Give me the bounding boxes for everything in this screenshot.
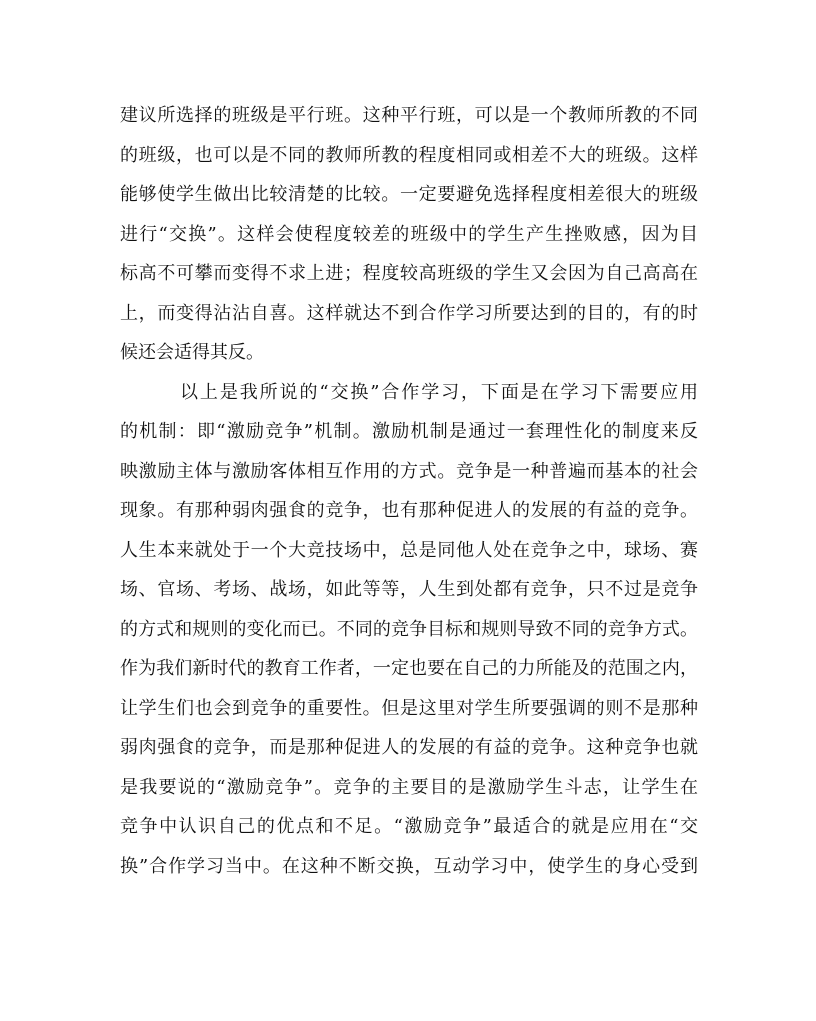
text-line: 进行“交换”。这样会使程度较差的班级中的学生产生挫败感，因为目 <box>120 223 698 245</box>
document-body <box>120 96 698 886</box>
text-line: 建议所选择的班级是平行班。这种平行班，可以是一个教师所教的不同 <box>120 105 698 126</box>
text-line: 让学生们也会到竞争的重要性。但是这里对学生所要强调的则不是那种 <box>120 697 698 719</box>
text-line: 人生本来就处于一个大竞技场中，总是同他人处在竞争之中，球场、赛 <box>120 539 698 561</box>
text-line: 的方式和规则的变化而已。不同的竞争目标和规则导致不同的竞争方式。 <box>120 618 698 640</box>
text-line: 换”合作学习当中。在这种不断交换，互动学习中，使学生的身心受到 <box>120 855 698 877</box>
text-line: 的机制：即“激励竞争”机制。激励机制是通过一套理性化的制度来反 <box>120 421 698 442</box>
text-line: 能够使学生做出比较清楚的比较。一定要避免选择程度相差很大的班级 <box>120 184 698 205</box>
text-line: 场、官场、考场、战场，如此等等，人生到处都有竞争，只不过是竞争 <box>120 579 698 600</box>
text-line: 竞争中认识自己的优点和不足。“激励竞争”最适合的就是应用在“交 <box>120 816 698 837</box>
text-line: 作为我们新时代的教育工作者，一定也要在自己的力所能及的范围之内， <box>120 658 698 679</box>
text-line: 是我要说的“激励竞争”。竞争的主要目的是激励学生斗志，让学生在 <box>120 776 698 798</box>
text-line: 上，而变得沾沾自喜。这样就达不到合作学习所要达到的目的，有的时 <box>120 302 698 324</box>
text-line: 以上是我所说的“交换”合作学习，下面是在学习下需要应用 <box>180 381 698 403</box>
text-line: 弱肉强食的竞争，而是那种促进人的发展的有益的竞争。这种竞争也就 <box>120 737 698 758</box>
text-line: 的班级，也可以是不同的教师所教的程度相同或相差不大的班级。这样 <box>120 144 698 166</box>
text-line: 候还会适得其反。 <box>120 342 264 363</box>
text-line: 标高不可攀而变得不求上进；程度较高班级的学生又会因为自己高高在 <box>120 263 698 284</box>
paragraph-2 <box>120 373 698 887</box>
paragraph-1 <box>120 96 698 373</box>
text-line: 映激励主体与激励客体相互作用的方式。竞争是一种普遍而基本的社会 <box>120 460 698 482</box>
text-line: 现象。有那种弱肉强食的竞争，也有那种促进人的发展的有益的竞争。 <box>120 500 698 521</box>
